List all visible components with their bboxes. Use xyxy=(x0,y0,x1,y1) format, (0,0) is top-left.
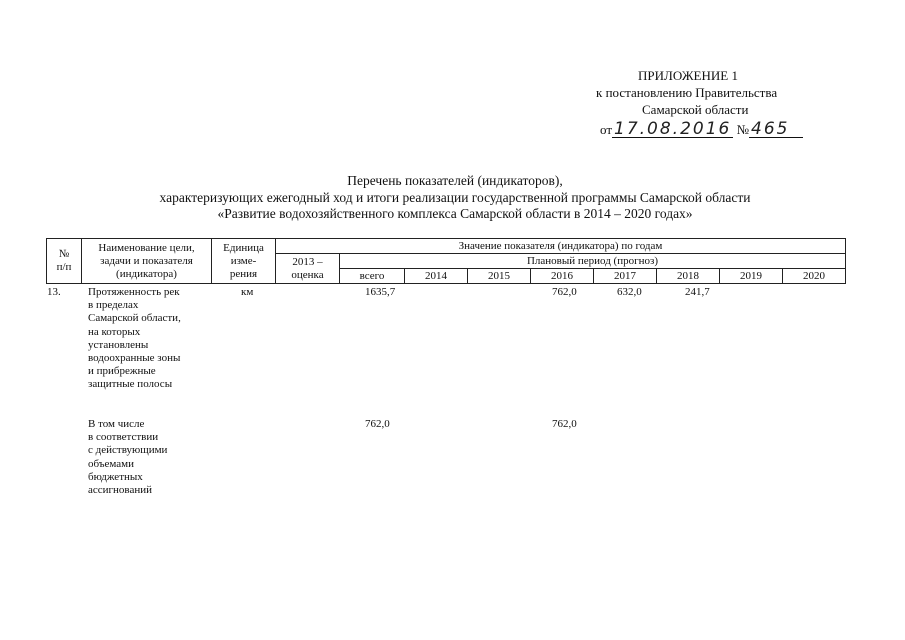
col-number-line: п/п xyxy=(56,261,72,273)
indicator-name-line: Протяженность рек xyxy=(88,286,180,298)
col-unit-line: Единица xyxy=(223,241,264,254)
col-year-header: 2014 xyxy=(405,269,468,284)
col-number-header xyxy=(47,239,82,284)
appendix-resolution: к постановлению Правительства xyxy=(596,85,778,100)
row-number: 13. xyxy=(47,286,61,298)
sub-indicator-name-line: объемами xyxy=(88,457,135,470)
sub-indicator-name-line: ассигнований xyxy=(88,484,153,497)
sub-indicator-name-line: бюджетных xyxy=(88,470,143,483)
value-total: 1635,7 xyxy=(365,286,396,298)
col-unit-line: рения xyxy=(229,267,258,280)
col-total-header: всего xyxy=(340,269,405,284)
col-2013-header xyxy=(276,254,340,284)
value-2016: 762,0 xyxy=(552,286,577,298)
handwritten-number: 465 xyxy=(749,122,803,138)
col-unit-line: изме- xyxy=(230,254,257,267)
title-line-1: Перечень показателей (индикаторов), xyxy=(347,173,563,188)
col-2013-line: 2013 – xyxy=(292,255,323,268)
plan-period-header: Плановый период (прогноз) xyxy=(340,254,846,269)
col-year-header: 2016 xyxy=(531,269,594,284)
col-number-line: № xyxy=(58,248,70,260)
indicators-table-header xyxy=(46,238,846,284)
document-title xyxy=(60,173,850,223)
group-header: Значение показателя (индикатора) по годам xyxy=(276,239,846,254)
title-line-2: характеризующих ежегодный ход и итоги реализации государственной программы Самарской области xyxy=(159,189,751,205)
value-2018: 241,7 xyxy=(685,286,710,298)
col-year-header: 2019 xyxy=(720,269,783,284)
indicator-name-line: водоохранные зоны xyxy=(88,352,181,365)
col-name-header xyxy=(82,239,212,284)
col-name-line: Наименование цели, xyxy=(98,241,195,254)
indicator-name-line: установлены xyxy=(88,338,149,351)
sub-value-2016: 762,0 xyxy=(552,418,577,430)
col-year-header: 2015 xyxy=(468,269,531,284)
sub-indicator-name-line: В том числе xyxy=(88,418,145,430)
appendix-title: ПРИЛОЖЕНИЕ 1 xyxy=(638,68,738,83)
sub-indicator-name xyxy=(88,418,167,497)
col-unit-header xyxy=(212,239,276,284)
sub-indicator-name-line: в соответствии xyxy=(88,431,159,444)
indicator-name-line: на которых xyxy=(88,325,141,338)
indicator-name-line: Самарской области, xyxy=(88,312,181,325)
col-year-header: 2017 xyxy=(594,269,657,284)
col-name-line: задачи и показателя xyxy=(100,254,193,267)
col-2013-line: оценка xyxy=(291,268,324,281)
col-name-line: (индикатора) xyxy=(116,267,177,280)
appendix-date-line xyxy=(600,119,803,139)
number-prefix: № xyxy=(736,122,750,137)
sub-indicator-name-line: с действующими xyxy=(88,444,168,457)
handwritten-date: 17.08.2016 xyxy=(614,119,732,139)
indicator-unit: км xyxy=(241,286,254,298)
value-2017: 632,0 xyxy=(617,286,642,298)
indicator-name xyxy=(88,286,181,392)
sub-value-total: 762,0 xyxy=(365,418,390,430)
indicator-name-line: защитные полосы xyxy=(88,378,173,391)
indicator-name-line: в пределах xyxy=(88,299,139,312)
indicator-name-line: и прибрежные xyxy=(88,365,156,378)
title-line-3: «Развитие водохозяйственного комплекса Самарской области в 2014 – 2020 годах» xyxy=(217,206,693,221)
date-prefix: от xyxy=(600,122,613,137)
col-year-header: 2020 xyxy=(783,269,846,284)
col-year-header: 2018 xyxy=(657,269,720,284)
appendix-region: Самарской области xyxy=(642,102,749,117)
